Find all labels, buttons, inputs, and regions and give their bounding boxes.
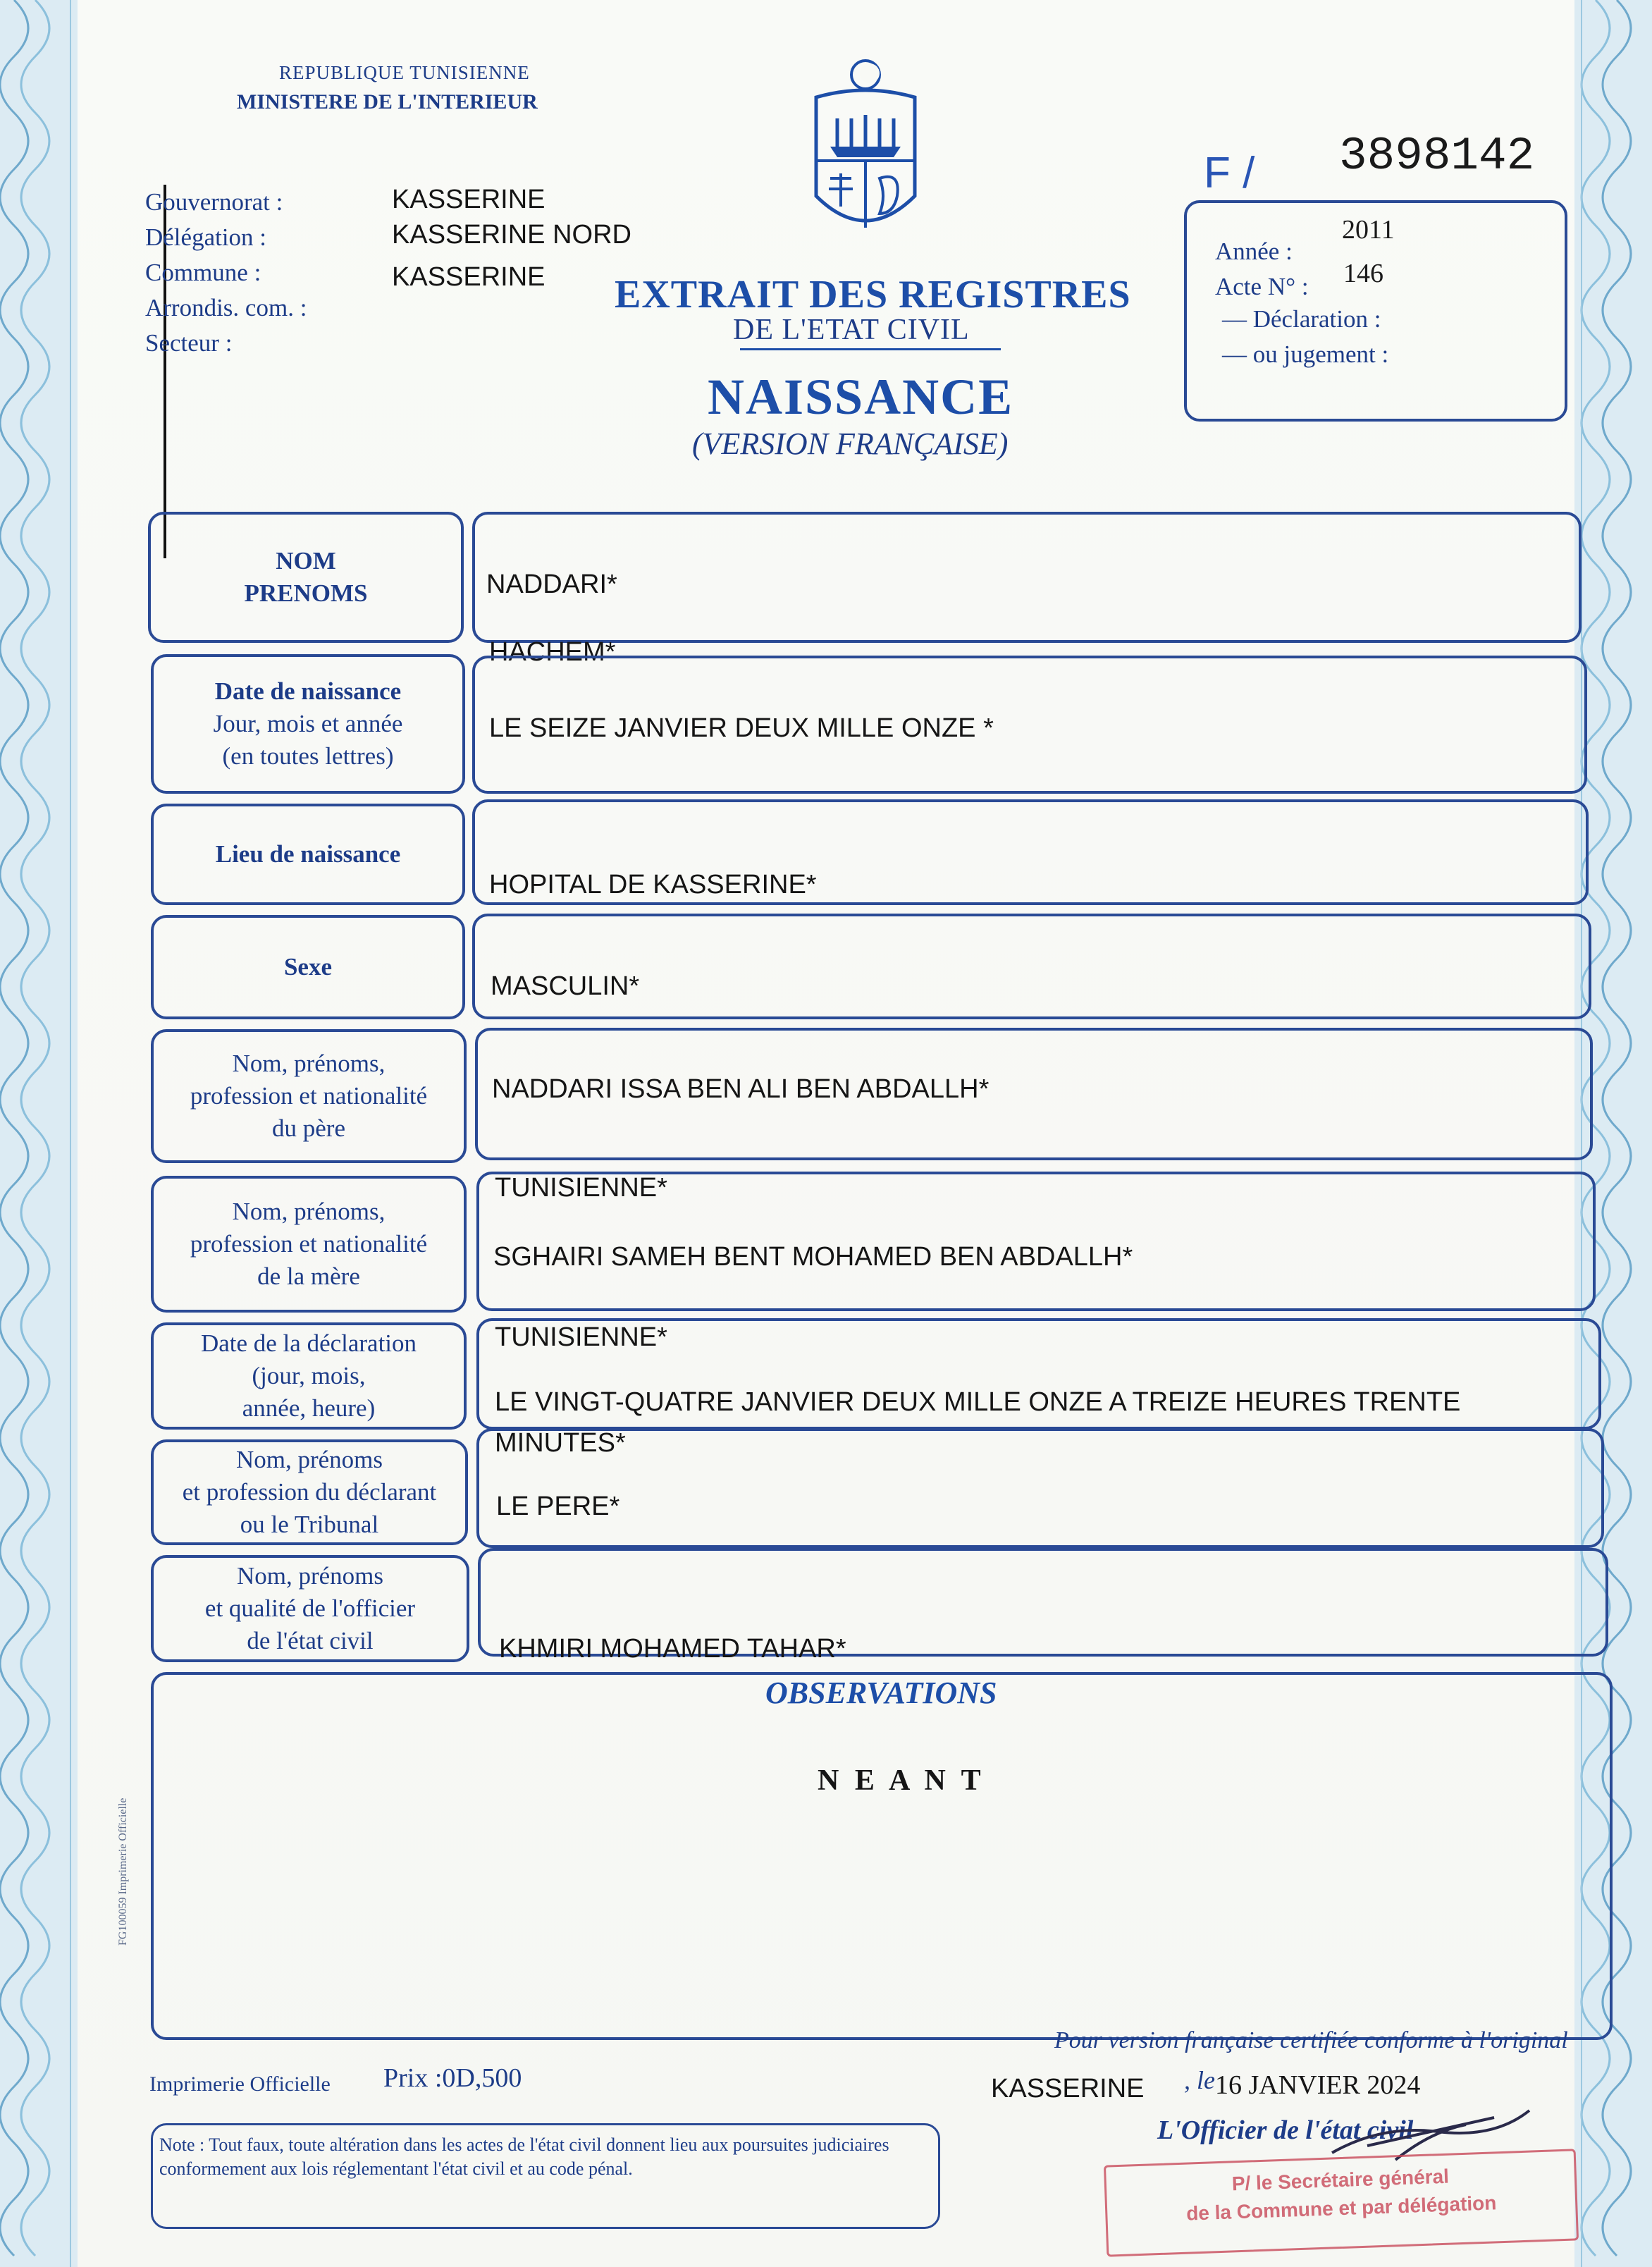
declaration-date-value: LE VINGT-QUATRE JANVIER DEUX MILLE ONZE A TREIZE HEURES TRENTE bbox=[495, 1387, 1461, 1417]
lieu-label-text: Lieu de naissance bbox=[215, 840, 401, 868]
gouvernorat-label: Gouvernorat : bbox=[145, 188, 283, 216]
nom-label-line2: PRENOMS bbox=[244, 579, 368, 607]
declaration-date-label bbox=[154, 1325, 464, 1427]
pere-label-line3: du père bbox=[272, 1114, 345, 1142]
annee-value: 2011 bbox=[1342, 215, 1395, 245]
officier-label bbox=[154, 1558, 467, 1659]
observations-value: N E A N T bbox=[818, 1764, 985, 1797]
title-underline bbox=[740, 348, 1001, 350]
date-naissance-label-line3: (en toutes lettres) bbox=[222, 742, 394, 770]
officier-label-line1: Nom, prénoms bbox=[236, 1562, 384, 1590]
pere-label-line1: Nom, prénoms, bbox=[232, 1050, 386, 1077]
serial-prefix: F / bbox=[1204, 149, 1255, 197]
certified-text: Pour version française certifiée conforme à l'original bbox=[1054, 2027, 1568, 2053]
secteur-label: Secteur : bbox=[145, 329, 233, 357]
mere-label bbox=[154, 1179, 464, 1310]
date-naissance-label-line1: Date de naissance bbox=[214, 677, 402, 705]
declarant-label-line1: Nom, prénoms bbox=[235, 1446, 383, 1473]
declarant-label bbox=[154, 1442, 465, 1542]
ministry-header: MINISTERE DE L'INTERIEUR bbox=[237, 90, 538, 113]
date-naissance-value: LE SEIZE JANVIER DEUX MILLE ONZE * bbox=[489, 713, 994, 743]
date-naissance-label bbox=[154, 657, 462, 791]
side-reference: FG100059 Imprimerie Officielle bbox=[117, 1798, 129, 1946]
observations-title: OBSERVATIONS bbox=[765, 1676, 997, 1710]
declarant-value-box bbox=[476, 1428, 1604, 1548]
acte-number-value: 146 bbox=[1343, 259, 1383, 288]
commune-label: Commune : bbox=[145, 259, 261, 286]
pere-label bbox=[154, 1032, 464, 1160]
coat-of-arms-emblem bbox=[795, 55, 936, 252]
printer-label: Imprimerie Officielle bbox=[149, 2072, 331, 2096]
observations-box bbox=[151, 1672, 1613, 2040]
mere-nationalite-value: TUNISIENNE* bbox=[495, 1322, 667, 1352]
official-stamp bbox=[1104, 2149, 1579, 2256]
declarant-value: LE PERE* bbox=[496, 1492, 620, 1521]
pere-value: NADDARI ISSA BEN ALI BEN ABDALLH* bbox=[492, 1074, 990, 1104]
officer-title: L'Officier de l'état civil bbox=[1157, 2115, 1414, 2145]
version-label: (VERSION FRANÇAISE) bbox=[692, 426, 1009, 461]
declaration-label: — Déclaration : bbox=[1222, 305, 1381, 333]
republic-header: REPUBLIQUE TUNISIENNE bbox=[279, 62, 530, 83]
stamp-line1: P/ le Secrétaire général bbox=[1231, 2165, 1450, 2195]
nom-label bbox=[151, 515, 461, 640]
delegation-value: KASSERINE NORD bbox=[392, 220, 631, 250]
issue-date: 16 JANVIER 2024 bbox=[1215, 2070, 1421, 2100]
declaration-label-line2: (jour, mois, bbox=[252, 1362, 366, 1389]
serial-number: 3898142 bbox=[1339, 130, 1535, 183]
naissance-title: NAISSANCE bbox=[708, 369, 1014, 425]
stamp-line2: de la Commune et par délégation bbox=[1185, 2192, 1497, 2225]
left-guilloche-border bbox=[0, 0, 78, 2267]
pere-nationalite-value: TUNISIENNE* bbox=[495, 1173, 667, 1203]
declarant-label-line2: et profession du déclarant bbox=[182, 1478, 437, 1506]
nom-label-line1: NOM bbox=[276, 547, 336, 575]
annee-label: Année : bbox=[1215, 238, 1293, 265]
officier-value: KHMIRI MOHAMED TAHAR* bbox=[499, 1634, 846, 1664]
prenom-value: HACHEM* bbox=[489, 637, 616, 667]
commune-value: KASSERINE bbox=[392, 262, 545, 292]
officier-label-line3: de l'état civil bbox=[247, 1627, 374, 1654]
sexe-value: MASCULIN* bbox=[491, 971, 640, 1001]
lieu-value: HOPITAL DE KASSERINE* bbox=[489, 870, 817, 899]
mere-value-box bbox=[476, 1172, 1596, 1311]
sexe-label-text: Sexe bbox=[283, 953, 333, 981]
mere-label-line3: de la mère bbox=[257, 1262, 360, 1290]
lieu-label bbox=[154, 806, 462, 902]
acte-number-label: Acte N° : bbox=[1215, 273, 1309, 300]
sexe-label bbox=[154, 918, 462, 1016]
mere-value: SGHAIRI SAMEH BENT MOHAMED BEN ABDALLH* bbox=[493, 1242, 1133, 1272]
declaration-label-line1: Date de la déclaration bbox=[200, 1329, 417, 1357]
city-value: KASSERINE bbox=[991, 2074, 1145, 2103]
declarant-label-line3: ou le Tribunal bbox=[240, 1511, 379, 1538]
jugement-label: — ou jugement : bbox=[1222, 340, 1389, 368]
declaration-date-value-continued: MINUTES* bbox=[495, 1428, 626, 1458]
sexe-value-box bbox=[472, 914, 1591, 1019]
gouvernorat-value: KASSERINE bbox=[392, 185, 545, 214]
note-text: Note : Tout faux, toute altération dans les actes de l'état civil donnent lieu aux poursuites judiciaires conformement aux lois réglementant l'état civil et au code pénal. bbox=[159, 2134, 889, 2179]
mere-label-line1: Nom, prénoms, bbox=[232, 1198, 386, 1225]
delegation-label: Délégation : bbox=[145, 223, 267, 251]
pere-label-line2: profession et nationalité bbox=[190, 1082, 428, 1110]
date-naissance-label-line2: Jour, mois et année bbox=[213, 710, 403, 737]
le-label: , le bbox=[1184, 2066, 1215, 2094]
nom-value: NADDARI* bbox=[486, 570, 617, 599]
document-title: EXTRAIT DES REGISTRES bbox=[615, 273, 1131, 317]
declaration-label-line3: année, heure) bbox=[242, 1394, 376, 1422]
price-label: Prix :0D,500 bbox=[383, 2063, 522, 2093]
arrondissement-label: Arrondis. com. : bbox=[145, 294, 307, 321]
document-subtitle: DE L'ETAT CIVIL bbox=[733, 314, 970, 346]
mere-label-line2: profession et nationalité bbox=[190, 1230, 428, 1258]
nom-value-box bbox=[472, 512, 1582, 643]
officier-label-line2: et qualité de l'officier bbox=[204, 1595, 416, 1622]
